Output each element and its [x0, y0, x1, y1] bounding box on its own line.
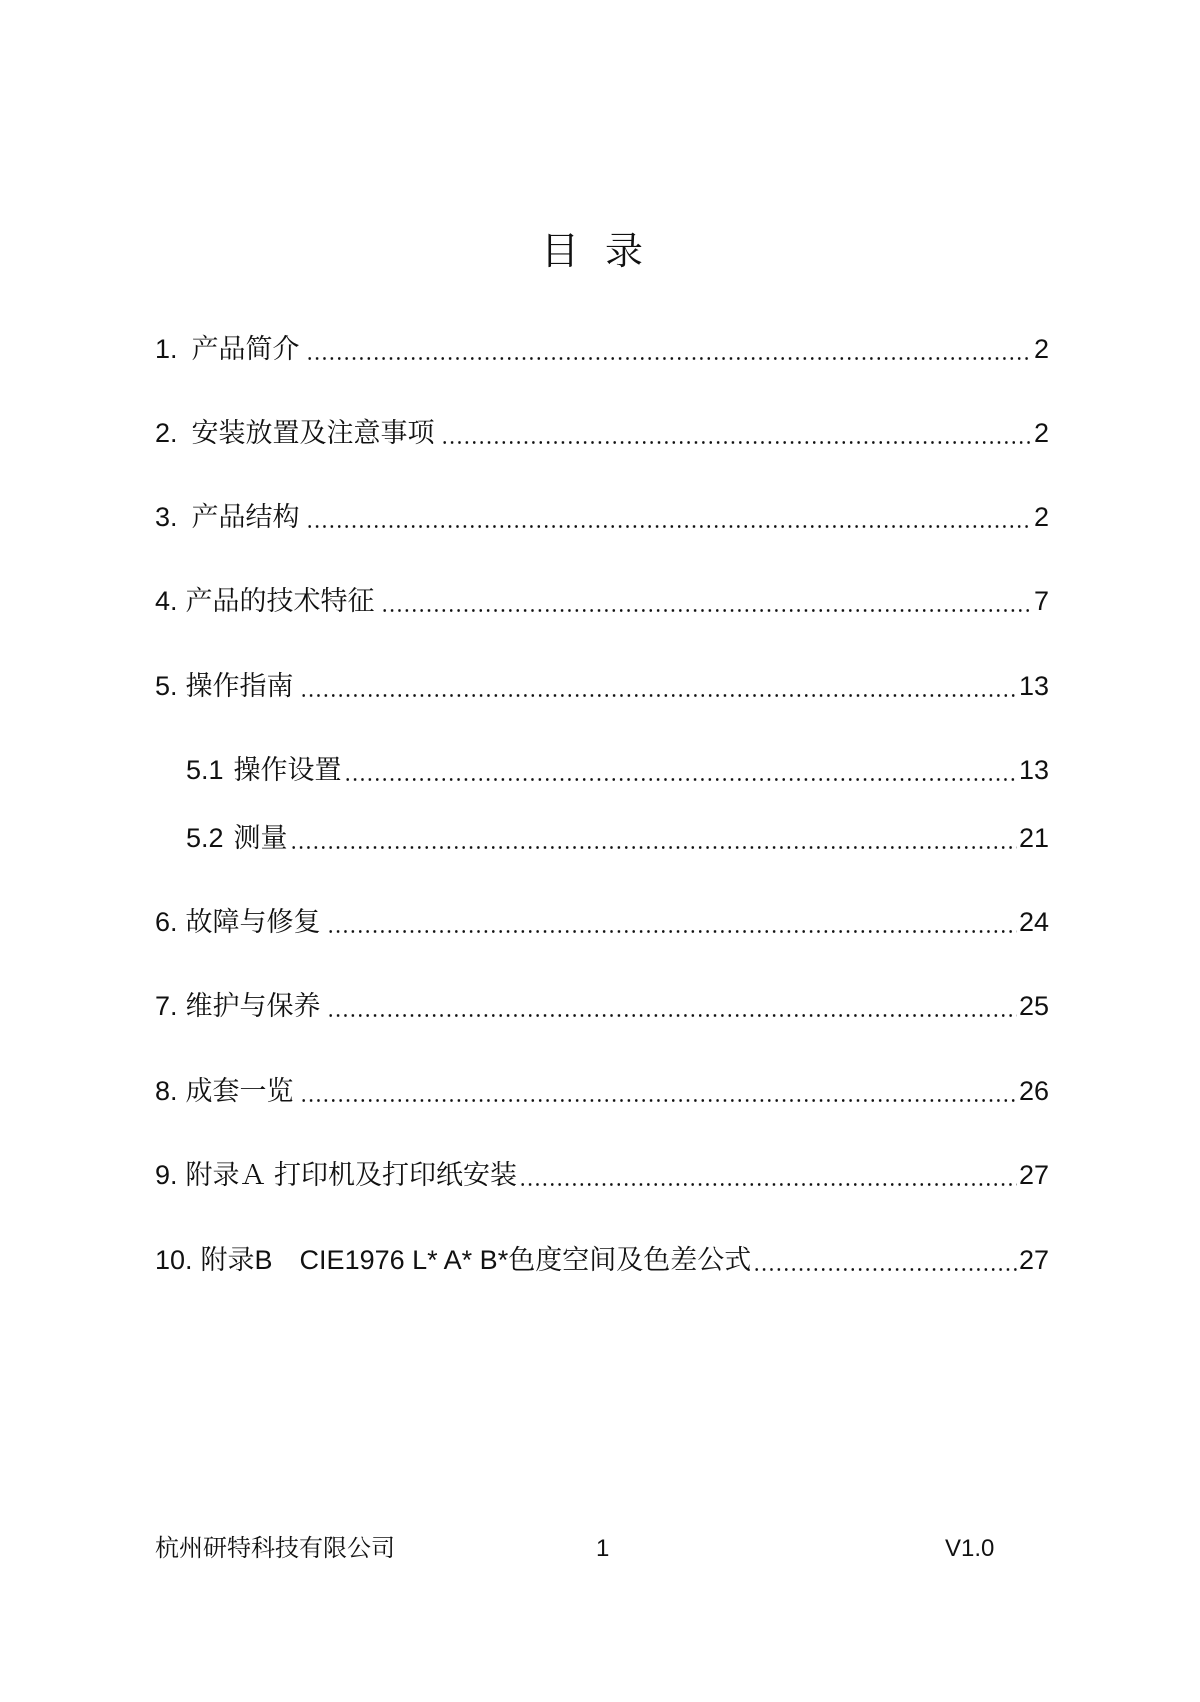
toc-entry-page: 7: [1033, 586, 1049, 616]
dot-leader: [298, 1073, 1017, 1109]
dot-leader: [288, 820, 1017, 856]
toc-entry-6[interactable]: [155, 904, 1049, 940]
dot-leader: [304, 331, 1032, 367]
toc-entry-4[interactable]: [155, 583, 1049, 619]
toc-entry-page: 25: [1018, 991, 1049, 1021]
toc-entry-number: 5.: [155, 671, 178, 701]
toc-entry-page: 24: [1018, 907, 1049, 937]
toc-entry-page: 2: [1033, 502, 1049, 532]
dot-leader: [439, 415, 1032, 451]
toc-entry-label: 测量: [233, 823, 288, 853]
toc-entry-5[interactable]: [155, 668, 1049, 704]
toc-entry-number: 2.: [155, 418, 178, 448]
toc-entry-5-1[interactable]: [186, 752, 1049, 788]
toc-entry-5-2[interactable]: [186, 820, 1049, 856]
dot-leader: [298, 668, 1017, 704]
toc-entry-3[interactable]: [155, 499, 1049, 535]
toc-entry-1[interactable]: [155, 331, 1049, 367]
toc-entry-label: 安装放置及注意事项: [191, 418, 435, 448]
toc-entry-label: 操作指南: [185, 671, 294, 701]
dot-leader: [304, 499, 1032, 535]
dot-leader: [325, 988, 1017, 1024]
toc-entry-label: 附录B CIE1976 L* A* B*色度空间及色差公式: [200, 1245, 752, 1275]
page-title: 目录: [540, 229, 669, 273]
toc-entry-label: 附录Ａ 打印机及打印纸安装: [185, 1160, 518, 1190]
dot-leader: [342, 752, 1017, 788]
toc-entry-number: 10.: [155, 1245, 193, 1275]
toc-entry-8[interactable]: [155, 1073, 1049, 1109]
toc-entry-page: 2: [1033, 334, 1049, 364]
toc-entry-label: 故障与修复: [185, 907, 321, 937]
footer-company: 杭州研特科技有限公司: [155, 1535, 395, 1562]
toc-entry-page: 26: [1018, 1076, 1049, 1106]
footer-page-number: 1: [596, 1535, 610, 1562]
dot-leader: [379, 583, 1032, 619]
toc-entry-number: 7.: [155, 991, 178, 1021]
toc-entry-number: 8.: [155, 1076, 178, 1106]
toc-entry-label: 维护与保养: [185, 991, 321, 1021]
dot-leader: [751, 1242, 1017, 1278]
toc-entry-page: 27: [1018, 1160, 1049, 1190]
toc-entry-label: 操作设置: [233, 755, 342, 785]
toc-entry-number: 9.: [155, 1160, 178, 1190]
toc-entry-2[interactable]: [155, 415, 1049, 451]
toc-entry-number: 5.1: [186, 755, 224, 785]
footer-version: V1.0: [945, 1535, 995, 1562]
toc-entry-7[interactable]: [155, 988, 1049, 1024]
toc-entry-number: 4.: [155, 586, 178, 616]
toc-entry-number: 6.: [155, 907, 178, 937]
toc-entry-label: 产品的技术特征: [185, 586, 375, 616]
toc-entry-10[interactable]: [155, 1242, 1049, 1278]
toc-entry-9[interactable]: [155, 1157, 1049, 1193]
toc-entry-number: 1.: [155, 334, 178, 364]
toc-entry-page: 21: [1018, 823, 1049, 853]
toc-entry-page: 27: [1018, 1245, 1049, 1275]
dot-leader: [325, 904, 1017, 940]
toc-entry-number: 5.2: [186, 823, 224, 853]
toc-entry-label: 产品简介: [191, 334, 300, 364]
toc-entry-label: 成套一览: [185, 1076, 294, 1106]
toc-entry-page: 2: [1033, 418, 1049, 448]
toc-entry-number: 3.: [155, 502, 178, 532]
toc-entry-label: 产品结构: [191, 502, 300, 532]
dot-leader: [517, 1157, 1017, 1193]
toc-entry-page: 13: [1018, 671, 1049, 701]
toc-entry-page: 13: [1018, 755, 1049, 785]
